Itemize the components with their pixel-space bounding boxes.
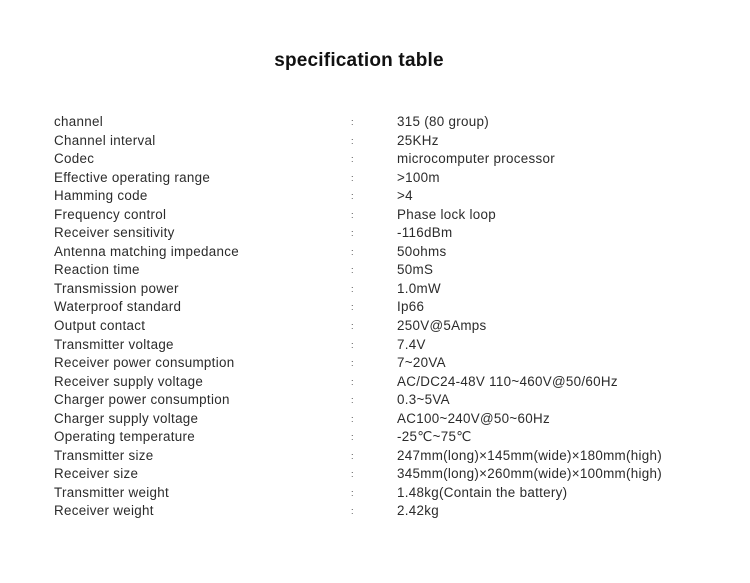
table-row [54,465,714,484]
spec-label: Output contact [54,318,146,334]
spec-value: AC/DC24-48V 110~460V@50/60Hz [397,373,618,389]
spec-value: >100m [397,169,440,185]
spec-separator: : [351,302,354,313]
table-row [54,502,714,521]
table-row [54,280,714,299]
spec-label: Antenna matching impedance [54,243,239,259]
spec-separator: : [351,283,354,294]
table-row [54,132,714,151]
spec-label: Receiver power consumption [54,355,235,371]
spec-label: Waterproof standard [54,299,182,315]
spec-label: Transmitter voltage [54,336,174,352]
spec-separator: : [351,413,354,424]
table-row [54,224,714,243]
spec-value: 1.0mW [397,280,441,296]
spec-value: >4 [397,188,413,204]
spec-value: microcomputer processor [397,151,555,167]
spec-separator: : [351,395,354,406]
table-row [54,410,714,429]
spec-separator: : [351,209,354,220]
spec-value: 25KHz [397,132,439,148]
spec-label: Transmitter size [54,447,154,463]
spec-separator: : [351,321,354,332]
spec-label: Receiver weight [54,503,154,519]
table-row [54,447,714,466]
spec-label: Reaction time [54,262,140,278]
table-row [54,317,714,336]
spec-value: AC100~240V@50~60Hz [397,410,551,426]
spec-value: 50ohms [397,243,447,259]
spec-value: 1.48kg(Contain the battery) [397,484,568,500]
spec-label: Transmission power [54,280,179,296]
table-row [54,391,714,410]
spec-label: Channel interval [54,132,156,148]
spec-value: 250V@5Amps [397,318,487,334]
spec-label: Effective operating range [54,169,211,185]
spec-separator: : [351,487,354,498]
table-row [54,428,714,447]
table-row [54,336,714,355]
page-title: specification table [274,50,444,71]
table-row [54,261,714,280]
spec-value: 7~20VA [397,355,446,371]
spec-label: Codec [54,151,95,167]
table-row [54,373,714,392]
table-row [54,484,714,503]
spec-value: 2.42kg [397,503,440,519]
spec-table [54,113,714,521]
spec-value: 345mm(long)×260mm(wide)×100mm(high) [397,466,663,482]
spec-separator: : [351,154,354,165]
spec-label: Receiver supply voltage [54,373,204,389]
spec-value: Phase lock loop [397,206,497,222]
spec-value: 247mm(long)×145mm(wide)×180mm(high) [397,447,663,463]
spec-separator: : [351,172,354,183]
spec-separator: : [351,135,354,146]
spec-label: Transmitter weight [54,484,170,500]
spec-value: 315 (80 group) [397,114,490,129]
spec-label: Hamming code [54,188,148,204]
table-row [54,169,714,188]
spec-label: Receiver size [54,466,139,482]
spec-value: 0.3~5VA [397,392,450,408]
spec-value: Ip66 [397,299,425,315]
spec-label: Charger supply voltage [54,410,199,426]
spec-separator: : [351,469,354,480]
spec-separator: : [351,450,354,461]
spec-separator: : [351,117,354,127]
spec-separator: : [351,339,354,350]
table-row [54,113,714,132]
spec-separator: : [351,376,354,387]
spec-value: 50mS [397,262,434,278]
table-row [54,206,714,225]
table-row [54,243,714,262]
table-row [54,187,714,206]
table-row [54,298,714,317]
spec-separator: : [351,358,354,369]
spec-value: -116dBm [397,225,453,241]
spec-separator: : [351,228,354,239]
spec-label: Charger power consumption [54,392,230,408]
table-row [54,354,714,373]
spec-label: channel [54,114,104,129]
spec-value: 7.4V [397,336,426,352]
spec-label: Receiver sensitivity [54,225,175,241]
spec-separator: : [351,432,354,443]
spec-separator: : [351,246,354,257]
spec-label: Frequency control [54,206,167,222]
spec-label: Operating temperature [54,429,196,445]
spec-value: -25℃~75℃ [397,429,472,445]
table-row [54,150,714,169]
spec-separator: : [351,191,354,202]
spec-separator: : [351,265,354,276]
spec-separator: : [351,506,354,517]
